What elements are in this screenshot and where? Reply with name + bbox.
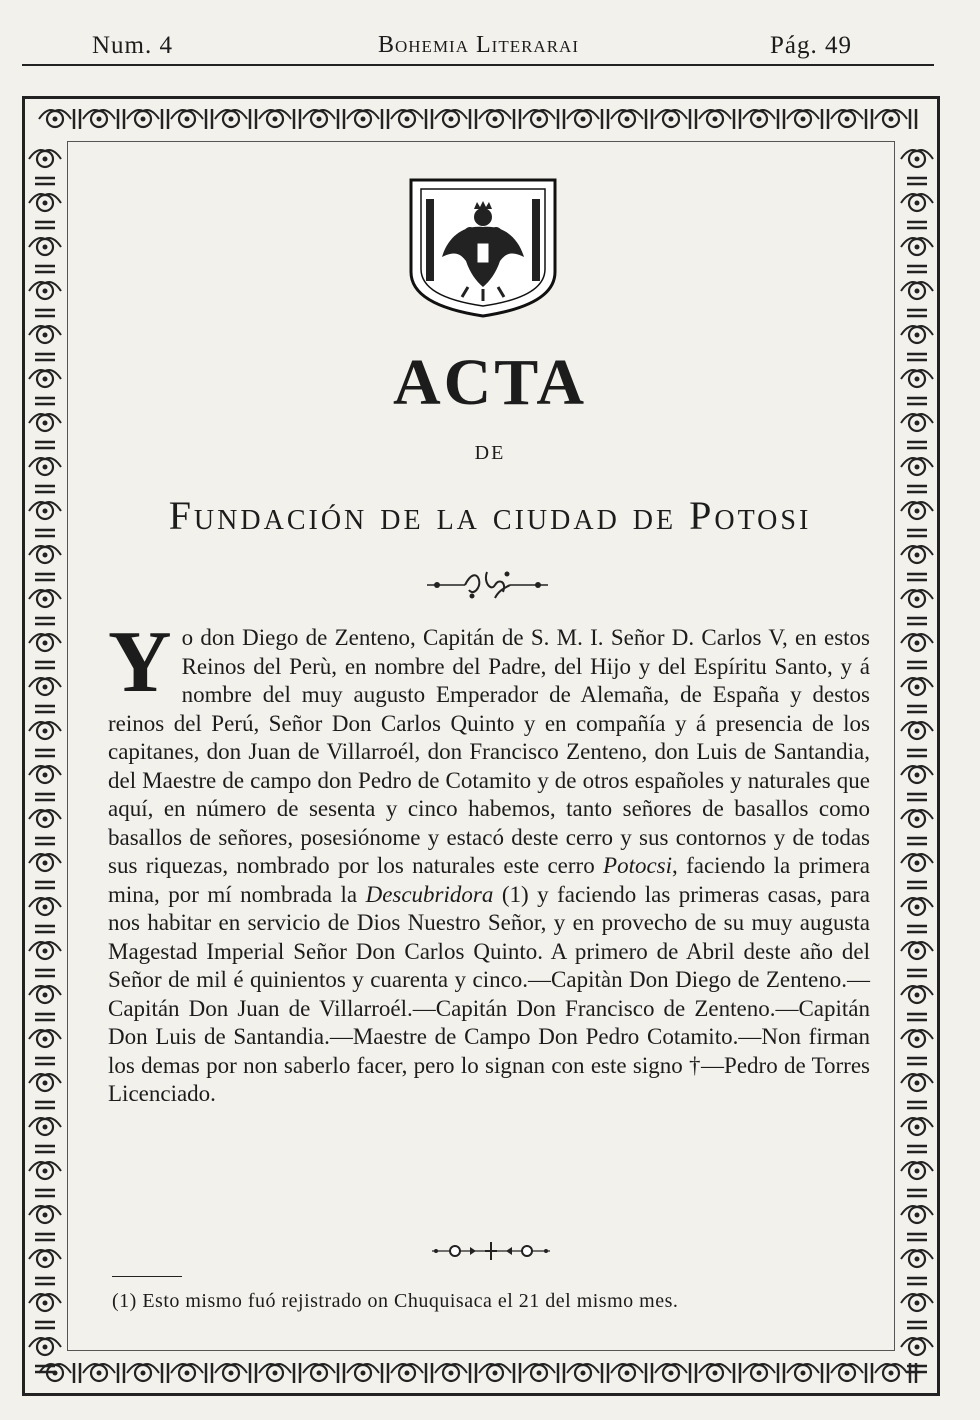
header-rule xyxy=(22,64,934,66)
act-body-text xyxy=(108,614,870,1109)
border-ornament-bottom xyxy=(25,1353,937,1393)
issue-number: Num. 4 xyxy=(92,32,173,59)
border-ornament-right xyxy=(897,99,937,1393)
footnote-rule xyxy=(112,1276,182,1277)
coat-of-arms-icon xyxy=(408,177,558,319)
document-subtitle: Fundación de la ciudad de Potosi xyxy=(168,493,812,538)
ornament-divider-icon xyxy=(430,1240,552,1262)
body-paragraph: o don Diego de Zenteno, Capitán de S. M. I. Señor D. Carlos V, en estos Reinos del Perù, en nombre del Padre, del Hijo y del Espíritu Santo, y á nombre del muy augusto Emperador de Alemaña, de España y destos reinos del Perú, Señor Don Carlos Quinto y en compañía y á presencia de los capitanes, don Juan de Villarroél, don Francisco Zenteno, don Luis de Santandia, del Maestre de campo don Pedro de Cotamito y de otros españoles y naturales que aquí, en número de sesenta y cinco habemos, tanto señores de basallos como basallos de señores, posesiónome y estacó deste cerro y sus contornos y de todas sus riquezas, nombrado por los naturales este cerro xyxy=(108,625,870,878)
border-ornament-left xyxy=(25,99,65,1393)
title-connector: DE xyxy=(474,442,506,464)
place-name-potocsi: Potocsi xyxy=(603,853,673,878)
page-number: Pág. 49 xyxy=(770,32,852,59)
document-title: ACTA xyxy=(392,346,588,419)
running-head xyxy=(0,0,980,72)
body-paragraph-end: y faciendo las primeras casas, para nos habitar en servicio de Dios Nuestro Señor, y en provecho de su muy augusta Magestad Imperial Señor Don Carlos Quinto. A primero de Abril deste año del Señor de mil é quinientos y cuarenta y cinco.—Capitàn Don Diego de Zenteno.—Capitán Don Juan de Villarroél.—Capitán Don Francisco de Zenteno.—Capitán Don Luis de Santandia.—Maestre de Campo Don Pedro Cotamito.—Non firman los demas por non saberlo facer, pero lo signan con este signo †—Pedro de Torres Licenciado. xyxy=(108,881,870,1106)
mine-name-descubridora: Descubridora xyxy=(365,881,494,907)
footnote-reference: (1) xyxy=(501,881,529,907)
flourish-divider-icon xyxy=(425,568,550,602)
publication-name: Bohemia Literarai xyxy=(378,32,579,58)
border-ornament-top xyxy=(25,99,937,139)
footnote: (1) Esto mismo fuó rejistrado on Chuquisaca el 21 del mismo mes. xyxy=(112,1290,679,1312)
body-paragraph-cont: , faciendo la primera mina, por mí nombrada la xyxy=(108,853,870,907)
drop-cap: Y xyxy=(108,614,172,711)
